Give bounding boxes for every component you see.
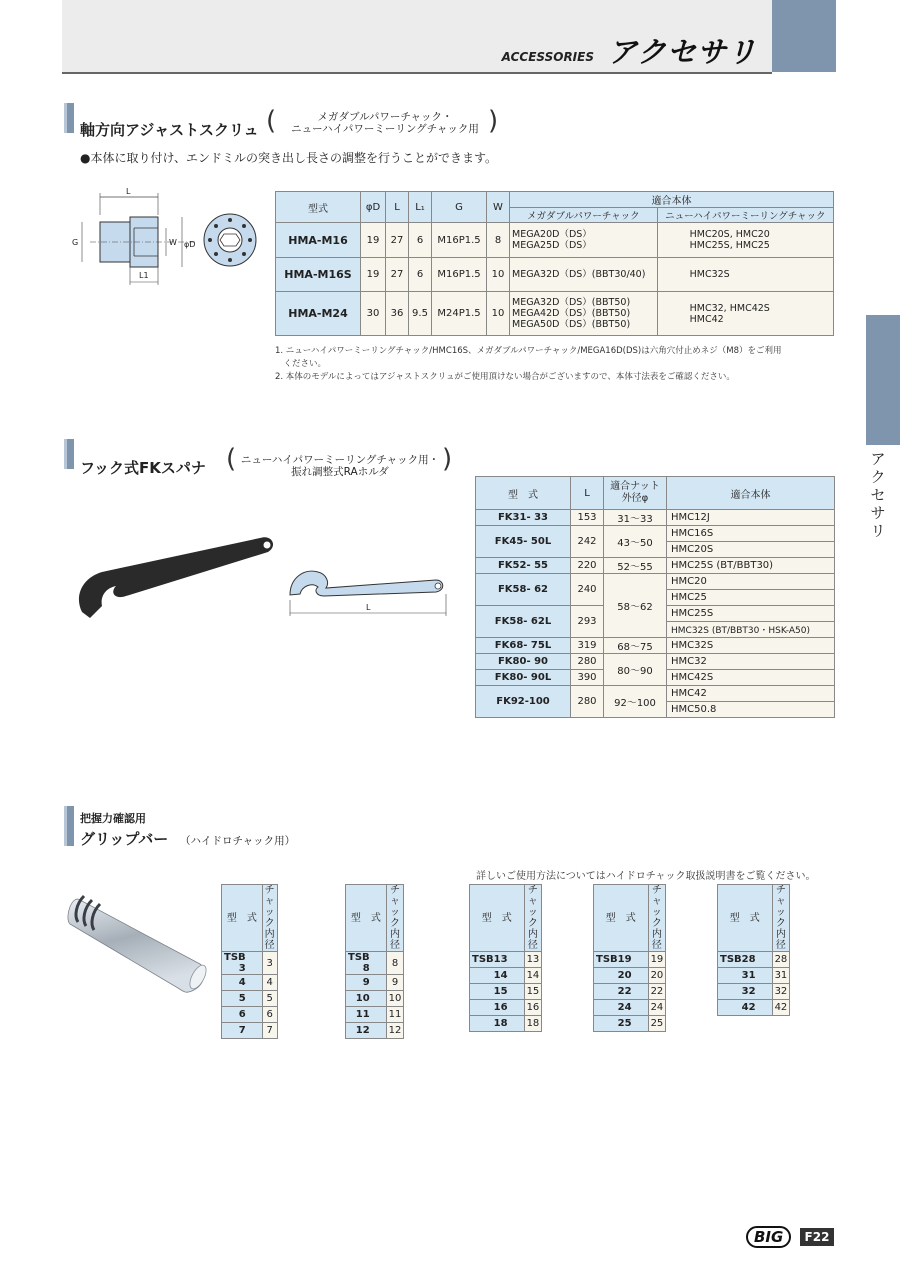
table-row (470, 1016, 542, 1032)
cell-bore: 19 (648, 952, 666, 968)
cell-model: HMA-M16 (276, 223, 361, 258)
cell-model: 12 (346, 1023, 387, 1039)
cell-model: 20 (594, 968, 649, 984)
table-row (718, 968, 790, 984)
cell-model: 7 (222, 1023, 263, 1039)
side-tab (866, 315, 900, 445)
cell-g: M16P1.5 (432, 258, 487, 292)
brand-logo: BIG (746, 1228, 791, 1246)
cell-bore: 12 (386, 1023, 404, 1039)
table-row (594, 984, 666, 1000)
table-row (346, 975, 404, 991)
cell-model: 15 (470, 984, 525, 1000)
dim-label-L: L (126, 187, 131, 196)
cell-bore: 7 (262, 1023, 277, 1039)
table-row (470, 968, 542, 984)
cell-d: 19 (361, 223, 386, 258)
th-bore: チャック 内径 (386, 885, 404, 952)
cell-fit-new: HMC20S, HMC20 HMC25S, HMC25 (657, 223, 833, 258)
section3-subtitle: 把握力確認用 (80, 812, 146, 825)
cell-bore: 28 (772, 952, 790, 968)
cell-bore: 20 (648, 968, 666, 984)
th-g: G (432, 192, 487, 223)
table-row: FK31- 33 153 31～33 HMC12J (476, 510, 835, 526)
cell-model: 11 (346, 1007, 387, 1023)
spanner-table: 型 式 L 適合ナット 外径φ 適合本体 FK31- 33 153 31～33 HMC12J FK45- 50L 242 43～50 HMC16S HMC20S FK52- 55 220 52～55 HMC25S (BT/BBT30) FK58- 62 240 58～62 HMC20 HMC25 FK58- 62L 293 HMC25S HMC32S (BT/BBT30・HSK-A50) FK68- 75L 319 68～75 HMC32S FK80- 90 280 80～90 HMC32 FK80- 90L 390 HMC42S FK92-100 280 92～100 HMC42 HMC50.8 (475, 476, 835, 718)
cell-bore: 16 (524, 1000, 542, 1016)
dim-label-W: W (169, 238, 177, 247)
cell-model: 14 (470, 968, 525, 984)
cell-l1: 9.5 (409, 292, 432, 336)
cell-model: 31 (718, 968, 773, 984)
cell-bore: 18 (524, 1016, 542, 1032)
cell-l: 36 (386, 292, 409, 336)
cell-model: HMA-M24 (276, 292, 361, 336)
note-2: 2. 本体のモデルによってはアジャストスクリュがご使用頂けない場合がございますので、本体寸法表をご確認ください。 (275, 372, 735, 382)
th-w: W (487, 192, 510, 223)
table-row: FK52- 55 220 52～55 HMC25S (BT/BBT30) (476, 558, 835, 574)
table-row (222, 991, 278, 1007)
table-row (346, 952, 404, 975)
th-model: 型 式 (718, 885, 773, 952)
cell-model: 42 (718, 1000, 773, 1016)
section2-paren-line2: 振れ調整式RAホルダ (291, 466, 389, 478)
table-row: FK58- 62 240 58～62 HMC20 (476, 574, 835, 590)
note-1: 1. ニューハイパワーミーリングチャック/HMC16S、メガダブルパワーチャック/MEGA16D(DS)は六角穴付止めネジ（M8）をご利用 (275, 346, 782, 356)
th-model: 型式 (276, 192, 361, 223)
table-row: FK45- 50L 242 43～50 HMC16S (476, 526, 835, 542)
section3-title-suffix: （ハイドロチャック用） (180, 835, 296, 847)
cell-bore: 3 (262, 952, 277, 975)
hook-spanner-photo (70, 530, 280, 630)
cell-model: 25 (594, 1016, 649, 1032)
cell-model: 32 (718, 984, 773, 1000)
grip-bar-table (469, 884, 542, 1032)
table-row: FK68- 75L 319 68～75 HMC32S (476, 638, 835, 654)
th-model: 型 式 (470, 885, 525, 952)
table-row (594, 968, 666, 984)
table-row (276, 292, 834, 336)
grip-bar-table (221, 884, 278, 1039)
cell-model: TSB 8 (346, 952, 387, 975)
section3-title: グリップバー (80, 830, 169, 848)
table-row (346, 991, 404, 1007)
cell-l: 27 (386, 258, 409, 292)
cell-model: 10 (346, 991, 387, 1007)
cell-bore: 5 (262, 991, 277, 1007)
section1-paren-line1: メガダブルパワーチャック・ (317, 111, 453, 123)
dim-label-L: L (366, 603, 371, 612)
cell-bore: 10 (386, 991, 404, 1007)
cell-model: 16 (470, 1000, 525, 1016)
cell-bore: 8 (386, 952, 404, 975)
adjust-screw-diagram (70, 185, 265, 290)
section1-paren-text (280, 111, 490, 135)
cell-model: 24 (594, 1000, 649, 1016)
grip-bar-table (345, 884, 404, 1039)
table-row (222, 952, 278, 975)
dim-label-L1: L1 (139, 271, 149, 280)
th-d: φD (361, 192, 386, 223)
table-row (276, 223, 834, 258)
cell-bore: 22 (648, 984, 666, 1000)
grip-bar-photo (66, 886, 214, 996)
cell-fit-mega: MEGA20D（DS） MEGA25D（DS） (510, 223, 658, 258)
cell-bore: 25 (648, 1016, 666, 1032)
table-row: FK58- 62L 293 HMC25S (476, 606, 835, 622)
table-row (718, 984, 790, 1000)
cell-w: 10 (487, 258, 510, 292)
cell-bore: 15 (524, 984, 542, 1000)
cell-fit-mega: MEGA32D（DS）(BBT50) MEGA42D（DS）(BBT50) MEGA50D（DS）(BBT50) (510, 292, 658, 336)
th-nut: 適合ナット 外径φ (604, 477, 667, 510)
th-bore: チャック 内径 (772, 885, 790, 952)
table-row (470, 952, 542, 968)
table-row (470, 1000, 542, 1016)
section3-instruction: 詳しいご使用方法についてはハイドロチャック取扱説明書をご覧ください。 (476, 871, 816, 882)
section2-title: フック式FKスパナ (80, 459, 206, 477)
cell-l1: 6 (409, 223, 432, 258)
cell-model: 5 (222, 991, 263, 1007)
table-row (276, 258, 834, 292)
th-bore: チャック 内径 (524, 885, 542, 952)
th-fit-new: ニューハイパワーミーリングチャック (657, 208, 833, 223)
adjust-screw-table (275, 191, 834, 336)
cell-model: 6 (222, 1007, 263, 1023)
paren-close: ) (442, 444, 453, 474)
cell-fit-new: HMC32, HMC42S HMC42 (657, 292, 833, 336)
section1-title: 軸方向アジャストスクリュ (80, 121, 259, 139)
cell-l: 27 (386, 223, 409, 258)
th-model: 型 式 (222, 885, 263, 952)
dim-label-D: φD (184, 240, 196, 249)
th-model: 型 式 (476, 477, 571, 510)
cell-bore: 11 (386, 1007, 404, 1023)
section1-paren-line2: ニューハイパワーミーリングチャック用 (291, 123, 479, 135)
table-row: FK80- 90L 390 HMC42S (476, 670, 835, 686)
paren-open: ( (226, 444, 237, 474)
grip-bar-table (717, 884, 790, 1016)
table-row (346, 1007, 404, 1023)
section1-description: ●本体に取り付け、エンドミルの突き出し長さの調整を行うことができます。 (80, 151, 498, 165)
cell-l1: 6 (409, 258, 432, 292)
paren-open: ( (266, 106, 277, 136)
cell-model: TSB13 (470, 952, 525, 968)
th-l: L (386, 192, 409, 223)
cell-w: 10 (487, 292, 510, 336)
cell-bore: 6 (262, 1007, 277, 1023)
th-fit: 適合本体 (510, 192, 834, 208)
note-1-cont: ください。 (275, 359, 327, 369)
side-tab-label: アクセサリ (870, 450, 886, 540)
cell-model: 4 (222, 975, 263, 991)
cell-w: 8 (487, 223, 510, 258)
table-row (718, 1000, 790, 1016)
cell-bore: 4 (262, 975, 277, 991)
cell-model: HMA-M16S (276, 258, 361, 292)
section2-paren-text (240, 454, 440, 478)
cell-model: 18 (470, 1016, 525, 1032)
header-title-en: ACCESSORIES (501, 50, 594, 64)
cell-fit-mega: MEGA32D（DS）(BBT30/40) (510, 258, 658, 292)
cell-d: 19 (361, 258, 386, 292)
section-marker (64, 439, 74, 469)
dim-label-G: G (72, 238, 79, 247)
cell-g: M16P1.5 (432, 223, 487, 258)
th-l: L (571, 477, 604, 510)
cell-bore: 9 (386, 975, 404, 991)
section-marker (64, 103, 74, 133)
table-row: FK92-100 280 92～100 HMC42 (476, 686, 835, 702)
cell-bore: 42 (772, 1000, 790, 1016)
cell-model: 9 (346, 975, 387, 991)
cell-bore: 13 (524, 952, 542, 968)
table-row (594, 1016, 666, 1032)
th-l1: L₁ (409, 192, 432, 223)
header-title-ja: アクセサリ (608, 35, 758, 69)
table-row (470, 984, 542, 1000)
page-number: F22 (800, 1228, 834, 1246)
th-bore: チャック 内径 (262, 885, 277, 952)
section2-paren-line1: ニューハイパワーミーリングチャック用・ (240, 454, 440, 466)
table-row (346, 1023, 404, 1039)
hook-spanner-diagram (286, 560, 456, 620)
cell-model: 22 (594, 984, 649, 1000)
table-row (222, 1007, 278, 1023)
th-fit-mega: メガダブルパワーチャック (510, 208, 658, 223)
cell-bore: 24 (648, 1000, 666, 1016)
table-row: FK80- 90 280 80～90 HMC32 (476, 654, 835, 670)
cell-bore: 32 (772, 984, 790, 1000)
th-model: 型 式 (594, 885, 649, 952)
th-model: 型 式 (346, 885, 387, 952)
table-row (594, 1000, 666, 1016)
th-bore: チャック 内径 (648, 885, 666, 952)
cell-model: TSB19 (594, 952, 649, 968)
cell-fit-new: HMC32S (657, 258, 833, 292)
section-marker (64, 806, 74, 846)
table-row (718, 952, 790, 968)
paren-close: ) (488, 106, 499, 136)
table-row (594, 952, 666, 968)
cell-bore: 14 (524, 968, 542, 984)
cell-bore: 31 (772, 968, 790, 984)
cell-model: TSB28 (718, 952, 773, 968)
th-fit: 適合本体 (667, 477, 835, 510)
grip-bar-table (593, 884, 666, 1032)
cell-d: 30 (361, 292, 386, 336)
section1-notes (275, 345, 835, 384)
header-accent-block (772, 0, 836, 72)
table-row (222, 975, 278, 991)
cell-g: M24P1.5 (432, 292, 487, 336)
cell-model: TSB 3 (222, 952, 263, 975)
table-row (222, 1023, 278, 1039)
